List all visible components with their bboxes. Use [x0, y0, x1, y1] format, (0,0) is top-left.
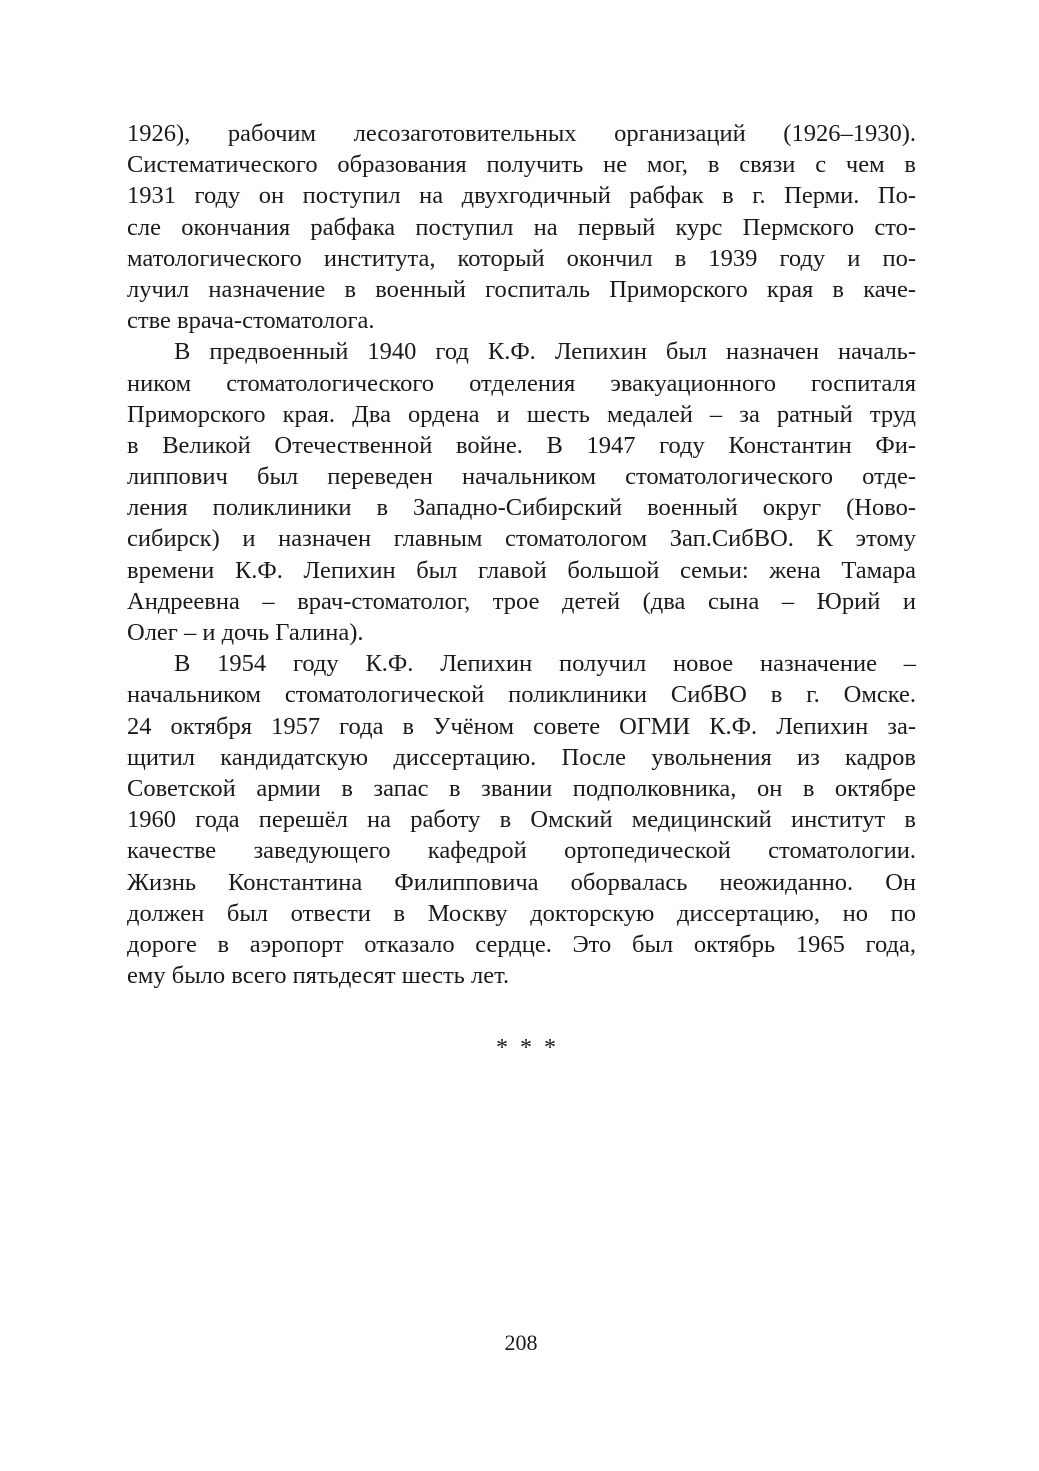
- text-line: В предвоенный 1940 год К.Ф. Лепихин был назначен началь-: [174, 338, 916, 366]
- text-line: липпович был переведен начальником стоматологического отде-: [127, 463, 916, 491]
- text-line: лучил назначение в военный госпиталь Приморского края в каче-: [127, 275, 916, 303]
- text-line: В 1954 году К.Ф. Лепихин получил новое назначение –: [174, 650, 916, 678]
- text-line: стве врача-стоматолога.: [127, 307, 375, 335]
- text-line: качестве заведующего кафедрой ортопедической стоматологии.: [127, 837, 916, 865]
- text-line: Приморского края. Два ордена и шесть медалей – за ратный труд: [127, 400, 916, 428]
- text-line: в Великой Отечественной войне. В 1947 году Константин Фи-: [127, 431, 916, 459]
- text-body: [127, 118, 916, 991]
- text-line: должен был отвести в Москву докторскую диссертацию, но по: [127, 899, 916, 927]
- page-number: 208: [504, 1330, 538, 1355]
- text-line: 1926), рабочим лесозаготовительных организаций (1926–1930).: [127, 120, 916, 147]
- text-line: Андреевна – врач-стоматолог, трое детей (два сына – Юрий и: [127, 587, 916, 615]
- text-line: сибирск) и назначен главным стоматологом Зап.СибВО. К этому: [127, 525, 916, 553]
- paragraph-3: [127, 648, 916, 991]
- text-line: 1931 году он поступил на двухгодичный рабфак в г. Перми. По-: [127, 182, 916, 210]
- text-line: 24 октября 1957 года в Учёном совете ОГМИ К.Ф. Лепихин за-: [127, 712, 916, 740]
- text-line: ления поликлиники в Западно-Сибирский военный округ (Ново-: [127, 494, 916, 522]
- text-line: сле окончания рабфака поступил на первый курс Пермского сто-: [127, 213, 916, 241]
- paragraph-2: [127, 336, 916, 648]
- text-line: щитил кандидатскую диссертацию. После увольнения из кадров: [127, 743, 916, 771]
- text-line: ником стоматологического отделения эвакуационного госпиталя: [127, 369, 916, 397]
- text-line: ему было всего пятьдесят шесть лет.: [127, 962, 510, 990]
- section-separator: * * *: [496, 1035, 559, 1061]
- text-line: Систематического образования получить не мог, в связи с чем в: [127, 151, 916, 179]
- text-line: матологического института, который окончил в 1939 году и по-: [127, 244, 916, 272]
- paragraph-1: [127, 118, 916, 336]
- text-line: дороге в аэропорт отказало сердце. Это был октябрь 1965 года,: [127, 930, 916, 958]
- text-line: начальником стоматологической поликлиники СибВО в г. Омске.: [127, 681, 916, 709]
- text-line: времени К.Ф. Лепихин был главой большой семьи: жена Тамара: [127, 556, 916, 584]
- text-line: Советской армии в запас в звании подполковника, он в октябре: [127, 774, 916, 802]
- text-line: Жизнь Константина Филипповича оборвалась неожиданно. Он: [127, 868, 916, 896]
- text-line: Олег – и дочь Галина).: [127, 619, 364, 646]
- text-line: 1960 года перешёл на работу в Омский медицинский институт в: [127, 806, 916, 834]
